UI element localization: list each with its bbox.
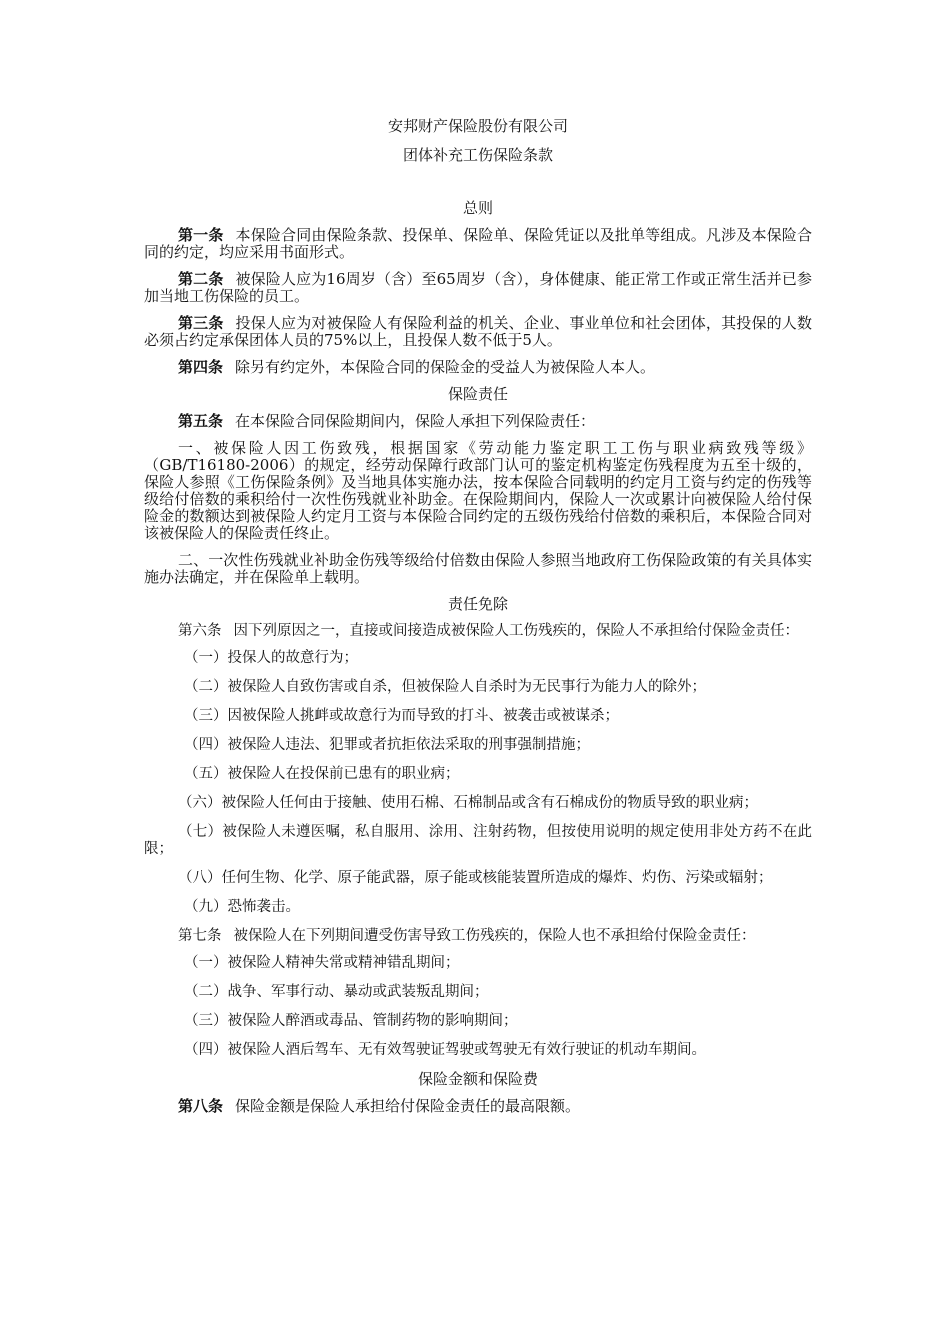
- article-3: [144, 315, 812, 349]
- article-7: [144, 928, 812, 945]
- exclusion-period-item: （二）战争、军事行动、暴动或武装叛乱期间；: [184, 984, 489, 1000]
- company-name: 安邦财产保险股份有限公司: [387, 117, 568, 135]
- article-5-clause-2: 二、一次性伤残就业补助金伤残等级给付倍数由保险人参照当地政府工伤保险政策的有关具体实施办法确定，并在保险单上载明。: [144, 551, 812, 586]
- article-text: 被保险人应为16周岁（含）至65周岁（含），身体健康、能正常工作或正常生活并已参加当地工伤保险的员工。: [144, 270, 812, 305]
- section-exclusion: 责任免除: [447, 595, 508, 613]
- exclusion-item: （三）因被保险人挑衅或故意行为而导致的打斗、被袭击或被谋杀；: [184, 708, 619, 724]
- article-5: [144, 413, 812, 430]
- article-label: 第六条: [178, 623, 222, 639]
- article-5-clause-1: 一、被保险人因工伤致残，根据国家《劳动能力鉴定职工工伤与职业病致残等级》（GB/T16180-2006）的规定，经劳动保障行政部门认可的鉴定机构鉴定伤残程度为五至十级的，保险人参照《工伤保险条例》及当地具体实施办法，按本保险合同载明的约定月工资与约定的伤残等级给付倍数的乘积给付一次性伤残就业补助金。在保险期间内，保险人一次或累计向被保险人给付保险金的数额达到被保险人约定月工资与本保险合同约定的五级伤残给付倍数的乘积后，本保险合同对该被保险人的保险责任终止。: [144, 439, 812, 542]
- section-liability: 保险责任: [447, 385, 508, 403]
- article-text: 在本保险合同保险期间内，保险人承担下列保险责任：: [235, 412, 596, 430]
- exclusion-item: （一）投保人的故意行为；: [184, 650, 358, 666]
- section-amount: 保险金额和保险费: [417, 1070, 538, 1088]
- article-text: 因下列原因之一，直接或间接造成被保险人工伤残疾的，保险人不承担给付保险金责任：: [233, 623, 799, 639]
- exclusion-item: （二）被保险人自致伤害或自杀，但被保险人自杀时为无民事行为能力人的除外；: [184, 679, 706, 695]
- exclusion-item: （五）被保险人在投保前已患有的职业病；: [184, 766, 460, 782]
- exclusion-period-item: （一）被保险人精神失常或精神错乱期间；: [184, 955, 460, 971]
- article-label: 第一条: [178, 226, 224, 244]
- exclusion-period-item: （三）被保险人醉酒或毒品、管制药物的影响期间；: [184, 1013, 518, 1029]
- article-label: 第七条: [178, 928, 222, 944]
- article-1: [144, 227, 812, 261]
- article-text: 除另有约定外，本保险合同的保险金的受益人为被保险人本人。: [235, 358, 656, 376]
- article-label: 第五条: [178, 412, 224, 430]
- exclusion-item: （八）任何生物、化学、原子能武器，原子能或核能装置所造成的爆炸、灼伤、污染或辐射；: [178, 870, 773, 886]
- exclusion-item: （六）被保险人任何由于接触、使用石棉、石棉制品或含有石棉成份的物质导致的职业病；: [178, 795, 758, 811]
- article-text: 投保人应为对被保险人有保险利益的机关、企业、事业单位和社会团体，其投保的人数必须占约定承保团体人员的75%以上，且投保人数不低于5人。: [144, 314, 812, 349]
- exclusion-item: （四）被保险人违法、犯罪或者抗拒依法采取的刑事强制措施；: [184, 737, 590, 753]
- article-8: [144, 1098, 812, 1115]
- article-label: 第八条: [178, 1097, 224, 1115]
- section-general: 总则: [462, 199, 493, 217]
- article-6: [144, 623, 812, 640]
- document-title: 团体补充工伤保险条款: [402, 146, 553, 164]
- article-text: 被保险人在下列期间遭受伤害导致工伤残疾的，保险人也不承担给付保险金责任：: [233, 928, 756, 944]
- exclusion-item: （九）恐怖袭击。: [184, 899, 300, 915]
- article-label: 第四条: [178, 358, 224, 376]
- article-label: 第三条: [178, 314, 224, 332]
- article-label: 第二条: [178, 270, 224, 288]
- exclusion-period-item: （四）被保险人酒后驾车、无有效驾驶证驾驶或驾驶无有效行驶证的机动车期间。: [184, 1042, 706, 1058]
- exclusion-item: （七）被保险人未遵医嘱，私自服用、涂用、注射药物，但按使用说明的规定使用非处方药不在此限；: [144, 824, 812, 857]
- article-text: 保险金额是保险人承担给付保险金责任的最高限额。: [235, 1097, 581, 1115]
- article-4: [144, 359, 812, 376]
- document-page: [144, 118, 812, 1125]
- article-2: [144, 271, 812, 305]
- article-text: 本保险合同由保险条款、投保单、保险单、保险凭证以及批单等组成。凡涉及本保险合同的约定，均应采用书面形式。: [144, 226, 812, 261]
